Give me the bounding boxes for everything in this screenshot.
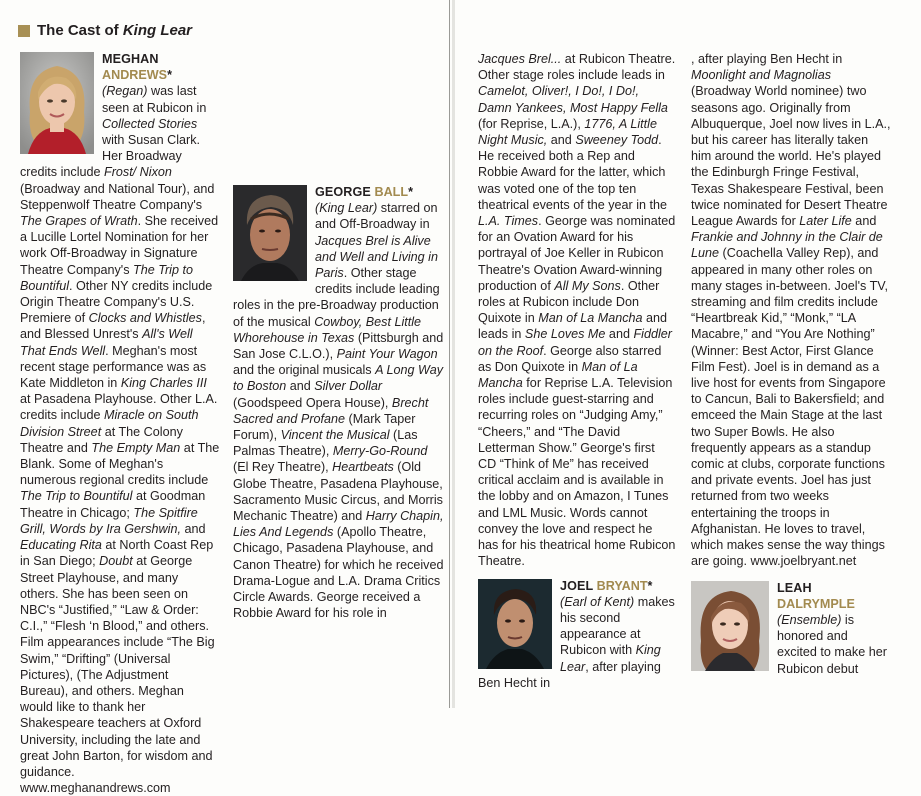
george-ball-photo <box>233 185 307 281</box>
george-ball-bio-continued: Jacques Brel... at Rubicon Theatre. Other stage roles include leads in Camelot, Oliver!, I Do!, I Do!, Damn Yankees, Most Happy Fella (for Reprise, L.A.), 1776, A Little Night Music, and Sweeney Todd. He received both a Rep and Robbie Award for the latter, which was voted one of the top ten theatrical events of the year in the L.A. Times. George was nominated for an Ovation Award for his portrayal of Joe Keller in Rubicon Theatre's Ovation Award-winning production of All My Sons. Other roles at Rubicon include Don Quixote in Man of La Mancha and leads in She Loves Me and Fiddler on the Roof. George also starred as Don Quixote in Man of La Mancha for Reprise L.A. Television roles include guest-starring and recurring roles on “Judging Amy,” “Cheers,” and “The David Letterman Show.” George's first CD “Think of Me” has received critical acclaim and is available in the lobby and on Amazon, I Tunes and LML Music. Words cannot convey the love and respect he has for his theatrical home Rubicon Theatre. <box>478 52 676 569</box>
header-square-icon <box>18 25 30 37</box>
meghan-andrews-bio: MEGHAN ANDREWS* (Regan) was last seen at Rubicon in Collected Stories with Susan Clark. Her Broadway credits include Frost/ Nixon (Broadway and National Tour), and Steppenwolf Theatre Company's The Grapes of Wrath. She received a Lucille Lortel Nomination for her work Off-Broadway in Signature Theatre Company's The Trip to Bountiful. Other NY credits include Origin Theatre Company's U.S. Premiere of Clocks and Whistles, and Blessed Unrest's All's Well That Ends Well. Meghan's most recent stage performance was as Kate Middleton in King Charles III at Pasadena Playhouse. Other L.A. credits include Miracle on South Division Street at The Colony Theatre and The Empty Man at The Blank. Some of Meghan's numerous regional credits include The Trip to Bountiful at Goodman Theatre in Chicago; The Spitfire Grill, Words by Ira Gershwin, and Educating Rita at North Coast Rep in San Diego; Doubt at George Street Playhouse, and many others. She has been seen on NBC's “Justified,” “Law & Order: C.I.,” “Flesh ‘n Blood,” and others. Film appearances include “The Big Swim,” “Drifting” (Universal Pictures), (The Adjustment Bureau), and others. Meghan would like to thank her Shakespeare teachers at Oxford University, including the late and great John Barton, for wisdom and guidance. www.meghanandrews.com <box>20 52 220 796</box>
leah-dalrymple-bio: LEAH DALRYMPLE (Ensemble) is honored and excited to make her Rubicon debut <box>777 580 887 676</box>
column-1 <box>20 51 220 796</box>
column-4 <box>691 51 891 677</box>
joel-bryant-photo <box>478 579 552 669</box>
column-2 <box>233 51 445 621</box>
gutter-line <box>449 0 450 708</box>
george-ball-bio: GEORGE BALL* (King Lear) starred on and Off-Broadway in Jacques Brel is Alive and Well and Living in Paris. Other stage credits include leading roles in the pre-Broadway production of the musical Cowboy, Best Little Whorehouse in Texas (Pittsburgh and San Jose C.L.O.), Paint Your Wagon and the original musicals A Long Way to Boston and Silver Dollar (Goodspeed Opera House), Brecht Sacred and Profane (Mark Taper Forum), Vincent the Musical (Las Palmas Theatre), Merry-Go-Round (El Rey Theatre), Heartbeats (Old Globe Theatre, Pasadena Playhouse, Sacramento Music Circus, and Morris Mechanic Theatre) and Harry Chapin, Lies And Legends (Apollo Theatre, Chicago, Pasadena Playhouse, and Canon Theatre) for which he received Drama-Logue and L.A. Drama Critics Circle Awards. George received a Robbie Award for his role in <box>233 185 444 621</box>
meghan-andrews-photo <box>20 52 94 154</box>
section-title: The Cast of King Lear <box>37 22 193 39</box>
section-header <box>18 22 192 39</box>
leah-dalrymple-photo <box>691 581 769 671</box>
joel-bryant-bio: JOEL BRYANT* (Earl of Kent) makes his second appearance at Rubicon with King Lear, after playing Ben Hecht in <box>478 578 675 690</box>
joel-bryant-bio-continued: , after playing Ben Hecht in Moonlight and Magnolias (Broadway World nominee) two seasons ago. Originally from Albuquerque, Joel now lives in L.A., but his career has literally taken him around the world. He's played the Edinburgh Fringe Festival, Texas Shakespeare Festival, been twice nominated for Desert Theatre League Awards for Later Life and Frankie and Johnny in the Clair de Lune (Coachella Valley Rep), and appeared in many other roles on many stages in-between. Joel's TV, streaming and film credits include “Heartbreak Kid,” “Monk,” “LA Macabre,” and “You Are Nothing” (Winner: Best Actor, First Glance Film Fest). Joel is in demand as a live host for events from Singapore to Cancun, Bali to Bakersfield; and emceed the Main Stage at the last two Super Bowls. He also frequently appears as a standup comic at clubs, corporate functions and private events. Joel has just returned from two weeks entertaining the troops in Afghanistan. He loves to travel, which makes sense the way things are going. www.joelbryant.net <box>691 52 891 569</box>
column-3 <box>478 51 676 691</box>
column-2-continuation-space <box>233 51 445 184</box>
page-gutter <box>452 0 455 708</box>
